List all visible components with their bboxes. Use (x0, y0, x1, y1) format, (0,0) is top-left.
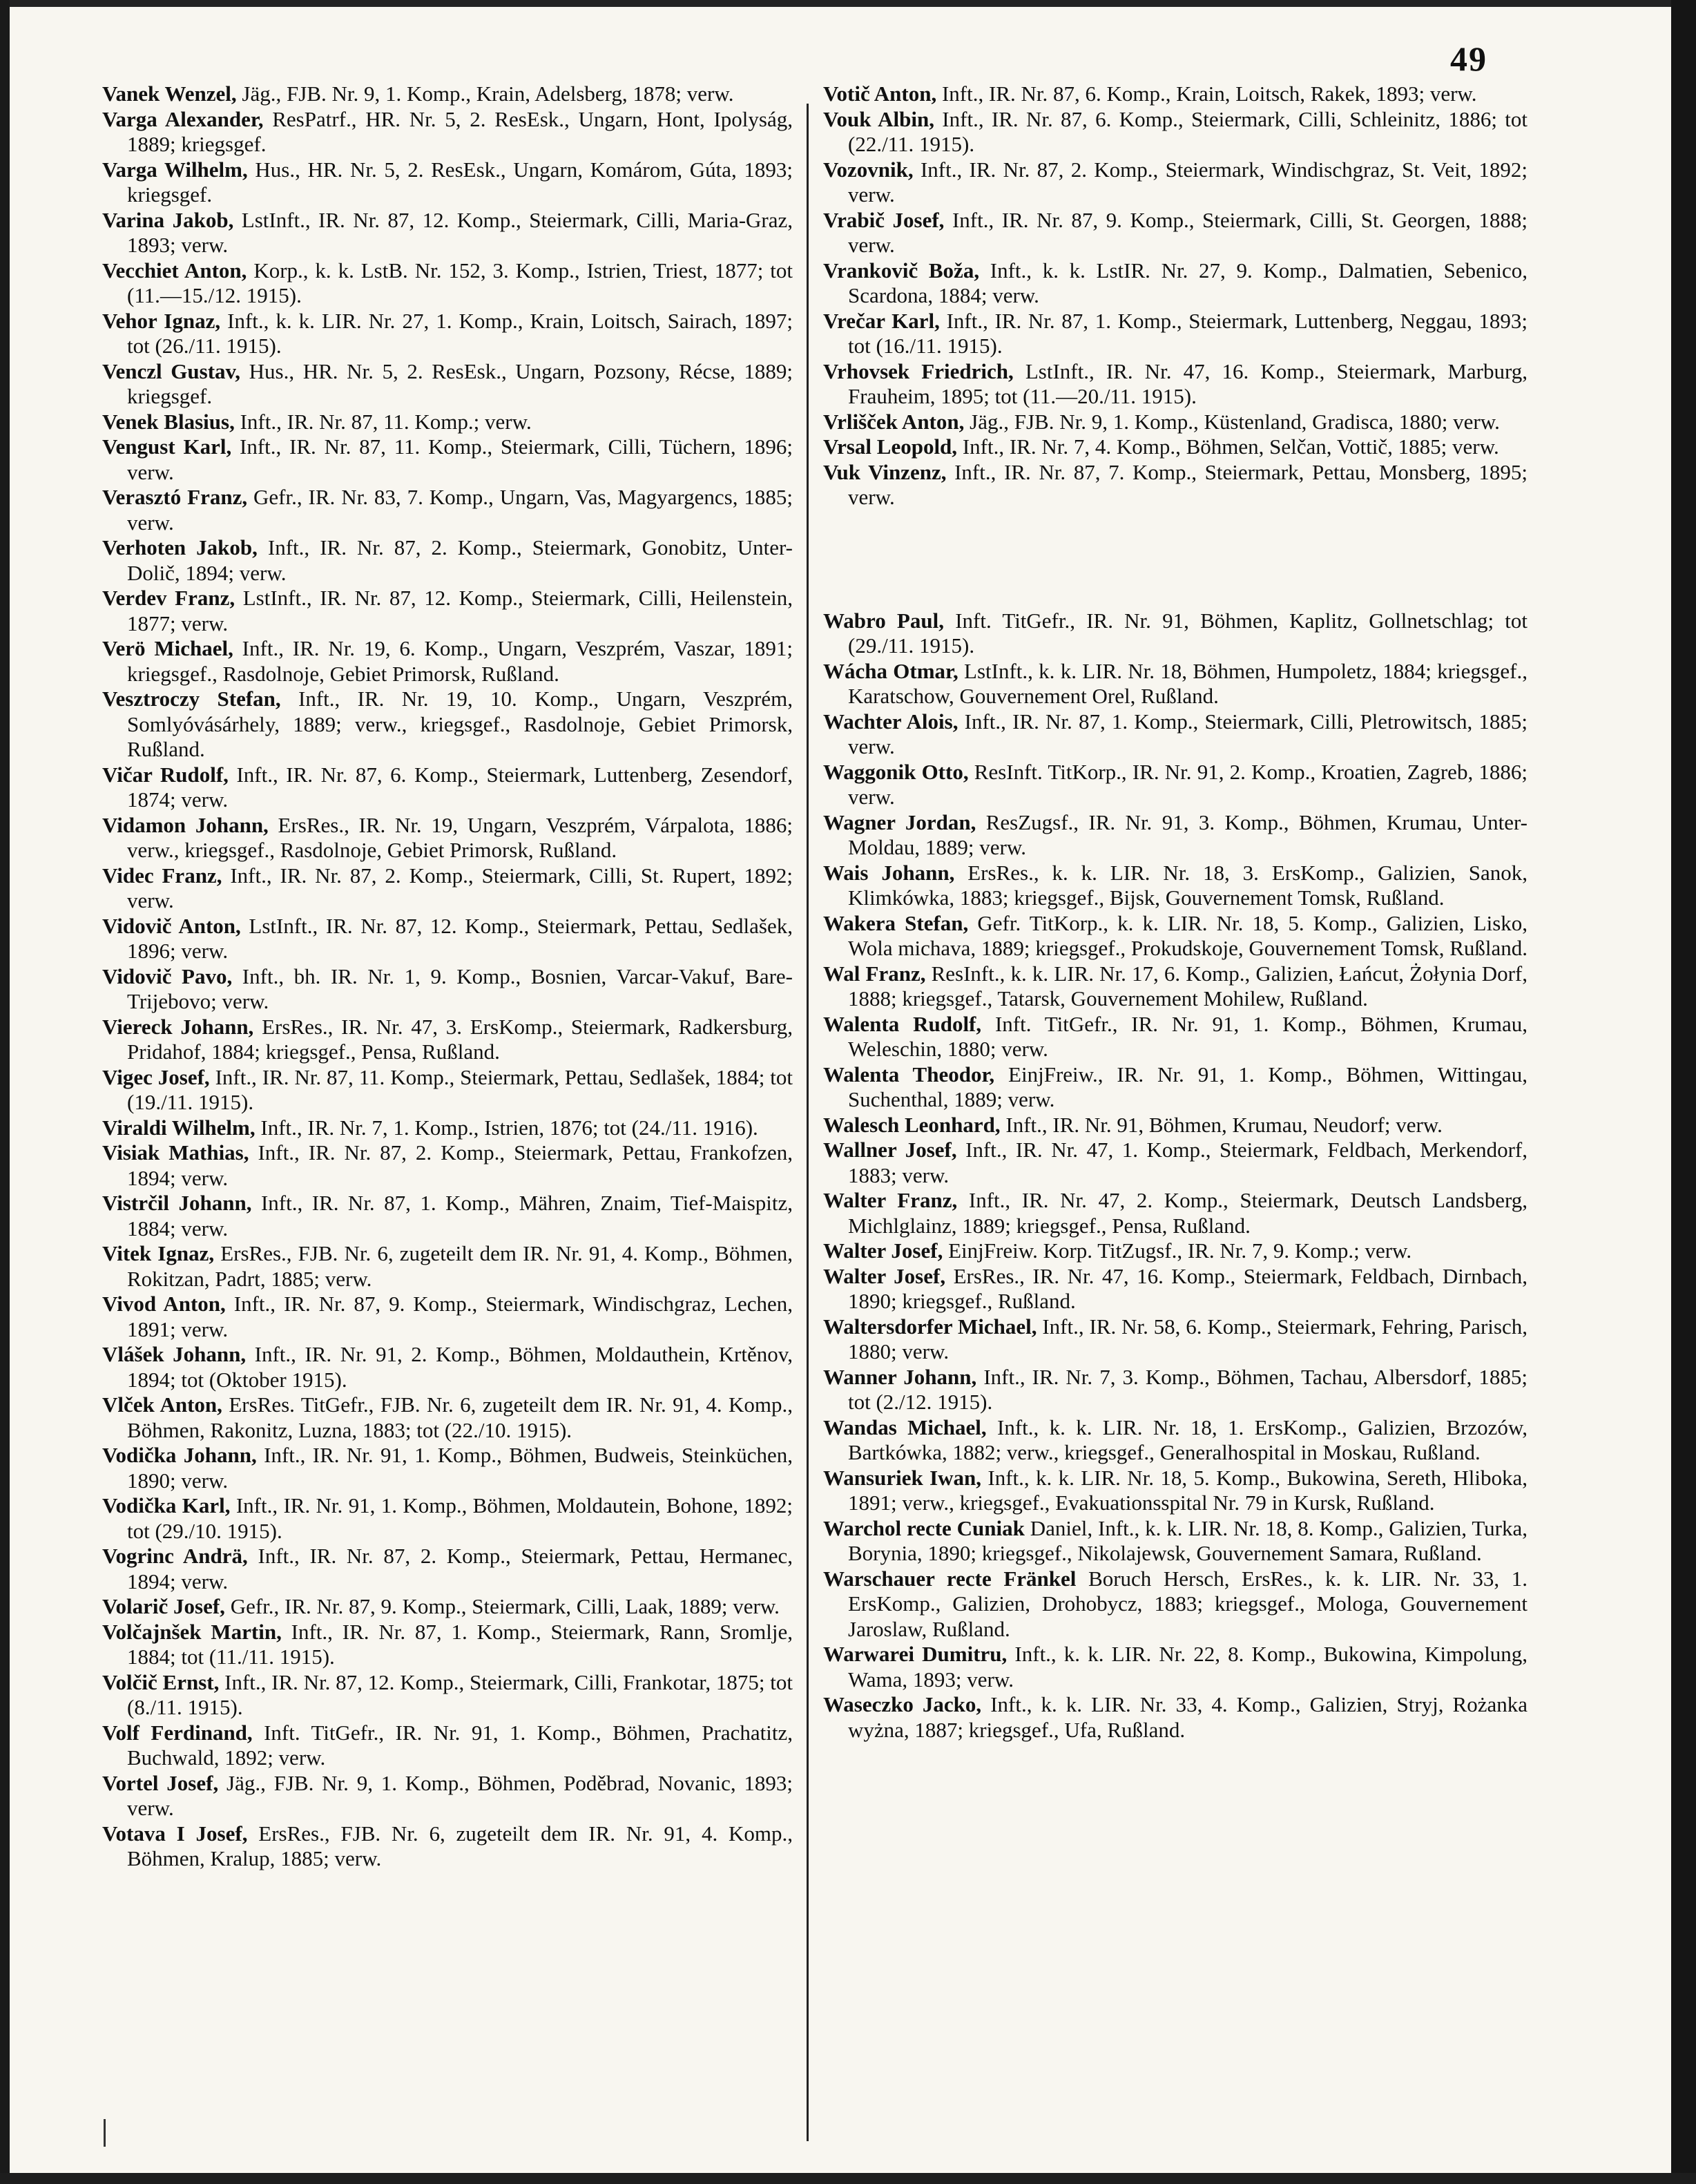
entry-name: Verhoten Jakob, (102, 535, 258, 559)
entry-name: Vengust Karl, (102, 434, 232, 459)
register-entry (823, 1415, 1528, 1466)
entry-details: Inft., IR. Nr. 87, 11. Komp.; verw. (234, 409, 532, 434)
register-entry (823, 861, 1528, 911)
entry-name: Vouk Albin, (823, 106, 934, 131)
register-entry (823, 659, 1528, 709)
register-entry (823, 709, 1528, 760)
register-entry (823, 107, 1528, 157)
entry-name: Wabro Paul, (823, 608, 944, 633)
entry-name: Votič Anton, (823, 82, 937, 106)
entry-name: Vrsal Leopold, (823, 434, 958, 459)
entry-details: Inft., k. k. LIR. Nr. 18, 1. ErsKomp., Galizien, Brzozów, Bartkówka, 1882; verw., kriegsgef., Generalhospital in Moskau, Rußland. (848, 1415, 1528, 1464)
entry-name: Viraldi Wilhelm, (102, 1115, 256, 1140)
entry-name: Volf Ferdinand, (102, 1720, 253, 1745)
entry-details: Inft., IR. Nr. 87, 1. Komp., Mähren, Znaim, Tief-Maispitz, 1884; verw. (127, 1191, 793, 1241)
entry-name: Verö Michael, (102, 636, 233, 660)
entry-name: Wais Johann, (823, 860, 955, 885)
entry-details: Inft., IR. Nr. 7, 1. Komp., Istrien, 1876; tot (24./11. 1916). (255, 1115, 758, 1140)
register-entry (823, 208, 1528, 258)
register-entry (102, 1191, 793, 1241)
entry-details: ErsRes., IR. Nr. 47, 16. Komp., Steiermark, Feldbach, Dirnbach, 1890; kriegsgef., Rußland. (848, 1263, 1528, 1313)
entry-details: Inft., IR. Nr. 7, 4. Komp., Böhmen, Selčan, Vottič, 1885; verw. (957, 434, 1499, 459)
register-entry (823, 1466, 1528, 1516)
entry-details: ErsRes., FJB. Nr. 6, zugeteilt dem IR. Nr. 91, 4. Komp., Böhmen, Kralup, 1885; verw. (127, 1821, 793, 1870)
entry-name: Wal Franz, (823, 961, 926, 986)
register-entry (823, 961, 1528, 1012)
entry-name: Vidovič Anton, (102, 913, 241, 938)
entry-details: Gefr. TitKorp., k. k. LIR. Nr. 18, 5. Komp., Galizien, Lisko, Wola michava, 1889; kriegsgef., Prokudskoje, Gouvernement Tomsk, Rußland. (848, 910, 1528, 960)
entry-details: Inft., IR. Nr. 87, 2. Komp., Steiermark, Windischgraz, St. Veit, 1892; verw. (848, 157, 1528, 207)
entry-details: Inft., IR. Nr. 87, 2. Komp., Steiermark, Pettau, Frankofzen, 1894; verw. (127, 1140, 793, 1190)
entry-details: Inft., IR. Nr. 87, 9. Komp., Steiermark, Windischgraz, Lechen, 1891; verw. (127, 1292, 793, 1341)
entry-details: ResInft., k. k. LIR. Nr. 17, 6. Komp., Galizien, Łańcut, Żołynia Dorf, 1888; kriegsgef., Tatarsk, Gouvernement Mohilew, Rußland. (848, 961, 1528, 1010)
entry-details: Inft., k. k. LstIR. Nr. 27, 9. Komp., Dalmatien, Sebenico, Scardona, 1884; verw. (848, 258, 1528, 307)
register-entry (102, 1292, 793, 1342)
register-entry (102, 1620, 793, 1670)
register-entry (823, 1567, 1528, 1642)
entry-details: Inft., IR. Nr. 87, 12. Komp., Steiermark, Cilli, Frankotar, 1875; tot (8./11. 1915). (127, 1669, 793, 1719)
entry-name: Warchol recte Cuniak (823, 1515, 1025, 1540)
entry-details: Inft., k. k. LIR. Nr. 33, 4. Komp., Galizien, Stryj, Rożanka wyżna, 1887; kriegsgef., Ufa, Rußland. (848, 1692, 1528, 1742)
entry-details: Inft., IR. Nr. 91, 2. Komp., Böhmen, Moldauthein, Krtěnov, 1894; tot (Oktober 1915). (127, 1342, 793, 1392)
register-entry (102, 434, 793, 485)
entry-details: Inft., IR. Nr. 87, 9. Komp., Steiermark, Cilli, St. Georgen, 1888; verw. (848, 207, 1528, 257)
entry-details: Daniel, Inft., k. k. LIR. Nr. 18, 8. Komp., Galizien, Turka, Borynia, 1890; kriegsgef., Nikolajewsk, Gouvernement Samara, Rußland. (848, 1515, 1528, 1565)
register-entry (823, 1314, 1528, 1365)
entry-name: Vlček Anton, (102, 1392, 222, 1417)
register-entry (102, 1392, 793, 1443)
register-entry (102, 763, 793, 813)
entry-details: LstInft., k. k. LIR. Nr. 18, Böhmen, Humpoletz, 1884; kriegsgef., Karatschow, Gouvernement Orel, Rußland. (848, 658, 1528, 708)
entry-name: Wanner Johann, (823, 1364, 977, 1389)
entry-name: Vogrinc Andrä, (102, 1544, 248, 1568)
register-entry (823, 1138, 1528, 1188)
entry-name: Waseczko Jacko, (823, 1692, 982, 1716)
left-column (102, 82, 793, 1872)
register-entry (102, 914, 793, 964)
register-entry (823, 609, 1528, 659)
entry-name: Vrhovsek Friedrich, (823, 358, 1014, 383)
register-entry (102, 1241, 793, 1292)
scan-border-bottom (0, 2173, 1696, 2184)
entry-name: Vlášek Johann, (102, 1342, 247, 1366)
register-entry (102, 359, 793, 410)
register-entry (102, 1015, 793, 1065)
register-entry (823, 309, 1528, 359)
register-entry (823, 258, 1528, 309)
entry-details: Jäg., FJB. Nr. 9, 1. Komp., Böhmen, Poděbrad, Novanic, 1893; verw. (127, 1770, 793, 1820)
register-entry (102, 1493, 793, 1544)
entry-name: Vuk Vinzenz, (823, 459, 947, 484)
entry-name: Vortel Josef, (102, 1770, 219, 1795)
entry-details: Inft., IR. Nr. 87, 2. Komp., Steiermark, Pettau, Hermanec, 1894; verw. (127, 1544, 793, 1593)
entry-details: ErsRes., k. k. LIR. Nr. 18, 3. ErsKomp., Galizien, Sanok, Klimkówka, 1883; kriegsgef., Bijsk, Gouvernement Tomsk, Rußland. (848, 860, 1528, 910)
entry-name: Videc Franz, (102, 863, 222, 888)
entry-name: Warwarei Dumitru, (823, 1642, 1008, 1666)
entry-details: Inft. TitGefr., IR. Nr. 91, 1. Komp., Böhmen, Krumau, Weleschin, 1880; verw. (848, 1011, 1528, 1061)
entry-details: EinjFreiw., IR. Nr. 91, 1. Komp., Böhmen, Wittingau, Suchenthal, 1889; verw. (848, 1062, 1528, 1111)
entry-details: Inft., IR. Nr. 87, 7. Komp., Steiermark, Pettau, Monsberg, 1895; verw. (848, 459, 1528, 509)
register-entry (102, 258, 793, 309)
entry-name: Vigec Josef, (102, 1064, 210, 1089)
entry-name: Vodička Karl, (102, 1493, 231, 1517)
entry-name: Warschauer recte Fränkel (823, 1566, 1077, 1591)
entry-details: Inft., IR. Nr. 19, 10. Komp., Ungarn, Veszprém, Somlyóvásárhely, 1889; verw., kriegsgef., Rasdolnoje, Gebiet Primorsk, Rußland. (127, 687, 793, 761)
entry-details: Gefr., IR. Nr. 83, 7. Komp., Ungarn, Vas, Magyargencs, 1885; verw. (127, 485, 793, 535)
entry-name: Viereck Johann, (102, 1014, 254, 1039)
entry-details: Inft., IR. Nr. 87, 1. Komp., Steiermark, Rann, Sromlje, 1884; tot (11./11. 1915). (127, 1619, 793, 1669)
entry-details: Inft., IR. Nr. 87, 6. Komp., Steiermark, Luttenberg, Zesendorf, 1874; verw. (127, 762, 793, 812)
entry-name: Wallner Josef, (823, 1138, 957, 1162)
entry-details: Inft., IR. Nr. 87, 2. Komp., Steiermark, Gonobitz, Unter-Dolič, 1894; verw. (127, 535, 793, 585)
entry-name: Vehor Ignaz, (102, 308, 221, 333)
register-entry (823, 359, 1528, 410)
entry-name: Votava I Josef, (102, 1821, 248, 1846)
entry-name: Vesztroczy Stefan, (102, 687, 281, 711)
entry-name: Vitek Ignaz, (102, 1241, 215, 1265)
register-entry (823, 1012, 1528, 1062)
register-entry (102, 1140, 793, 1191)
entry-name: Varga Wilhelm, (102, 157, 248, 182)
register-entry (102, 410, 793, 435)
register-entry (823, 810, 1528, 861)
entry-name: Volarič Josef, (102, 1594, 225, 1618)
entry-name: Walesch Leonhard, (823, 1112, 1001, 1137)
register-entry (823, 1264, 1528, 1314)
entry-details: Inft., IR. Nr. 87, 1. Komp., Steiermark, Luttenberg, Neggau, 1893; tot (16./11. 1915). (848, 308, 1528, 358)
register-entry (823, 1692, 1528, 1743)
section-gap (823, 510, 1528, 609)
entry-details: Korp., k. k. LstB. Nr. 152, 3. Komp., Istrien, Triest, 1877; tot (11.—15./12. 1915). (127, 258, 793, 307)
entry-name: Wansuriek Iwan, (823, 1465, 982, 1490)
register-entry (102, 1544, 793, 1594)
entry-name: Walenta Theodor, (823, 1062, 995, 1086)
register-entry (102, 636, 793, 687)
entry-name: Walter Franz, (823, 1188, 958, 1212)
register-entry (102, 1721, 793, 1771)
register-entry (823, 1516, 1528, 1567)
entry-details: Inft., IR. Nr. 91, Böhmen, Krumau, Neudorf; verw. (1000, 1112, 1443, 1137)
entry-details: Inft., IR. Nr. 87, 6. Komp., Krain, Loitsch, Rakek, 1893; verw. (936, 82, 1477, 106)
register-entry (823, 434, 1528, 460)
entry-details: Hus., HR. Nr. 5, 2. ResEsk., Ungarn, Komárom, Gúta, 1893; kriegsgef. (127, 157, 793, 207)
entry-details: ErsRes., IR. Nr. 47, 3. ErsKomp., Steiermark, Radkersburg, Pridahof, 1884; kriegsgef., Pensa, Rußland. (127, 1014, 793, 1064)
entry-name: Vozovnik, (823, 157, 914, 182)
register-entry (102, 107, 793, 157)
entry-details: ResPatrf., HR. Nr. 5, 2. ResEsk., Ungarn, Hont, Ipolyság, 1889; kriegsgef. (127, 106, 793, 156)
entry-name: Volčajnšek Martin, (102, 1619, 282, 1644)
register-entry (823, 410, 1528, 435)
entry-details: ResInft. TitKorp., IR. Nr. 91, 2. Komp., Kroatien, Zagreb, 1886; verw. (848, 759, 1528, 809)
register-entry (102, 1771, 793, 1821)
entry-name: Wakera Stefan, (823, 910, 969, 935)
entry-name: Wandas Michael, (823, 1415, 987, 1439)
entry-details: ErsRes., FJB. Nr. 6, zugeteilt dem IR. Nr. 91, 4. Komp., Böhmen, Rokitzan, Padrt, 1885; verw. (127, 1241, 793, 1291)
register-entry (102, 1670, 793, 1721)
entry-name: Visiak Mathias, (102, 1140, 249, 1165)
entry-name: Venczl Gustav, (102, 358, 241, 383)
entry-name: Wachter Alois, (823, 709, 958, 734)
register-entry (102, 1065, 793, 1115)
entry-details: Inft., k. k. LIR. Nr. 27, 1. Komp., Krain, Loitsch, Sairach, 1897; tot (26./11. 1915). (127, 308, 793, 358)
entry-name: Verdev Franz, (102, 586, 235, 610)
register-entry (102, 1115, 793, 1141)
register-entry (823, 1642, 1528, 1692)
entry-details: Inft., IR. Nr. 58, 6. Komp., Steiermark, Fehring, Parisch, 1880; verw. (848, 1314, 1528, 1363)
entry-name: Varga Alexander, (102, 106, 264, 131)
entry-details: Inft., k. k. LIR. Nr. 18, 5. Komp., Bukowina, Sereth, Hliboka, 1891; verw., kriegsgef., Evakuationsspital Nr. 79 in Kursk, Rußland. (848, 1465, 1528, 1515)
register-entry (823, 1238, 1528, 1264)
entry-details: LstInft., IR. Nr. 87, 12. Komp., Steiermark, Cilli, Heilenstein, 1877; verw. (127, 586, 793, 635)
entry-details: LstInft., IR. Nr. 87, 12. Komp., Steiermark, Pettau, Sedlašek, 1896; verw. (127, 913, 793, 963)
entry-name: Walter Josef, (823, 1263, 946, 1288)
scan-border-left (0, 0, 10, 2184)
entry-details: Jäg., FJB. Nr. 9, 1. Komp., Krain, Adelsberg, 1878; verw. (236, 82, 734, 106)
register-entry (102, 157, 793, 208)
register-entry (102, 208, 793, 258)
entry-details: Gefr., IR. Nr. 87, 9. Komp., Steiermark, Cilli, Laak, 1889; verw. (224, 1594, 780, 1618)
entry-name: Vrlišček Anton, (823, 409, 965, 434)
register-entry (102, 813, 793, 863)
register-entry (102, 309, 793, 359)
register-entry (823, 1113, 1528, 1138)
register-entry (102, 863, 793, 914)
entry-details: Inft., IR. Nr. 47, 2. Komp., Steiermark, Deutsch Landsberg, Michlglainz, 1889; kriegsgef., Pensa, Rußland. (848, 1188, 1528, 1238)
register-entry (823, 1188, 1528, 1238)
register-entry (102, 1594, 793, 1620)
entry-details: Inft., IR. Nr. 87, 11. Komp., Steiermark, Pettau, Sedlašek, 1884; tot (19./11. 1915). (127, 1064, 793, 1114)
entry-name: Vičar Rudolf, (102, 762, 229, 787)
entry-details: ResZugsf., IR. Nr. 91, 3. Komp., Böhmen, Krumau, Unter-Moldau, 1889; verw. (848, 810, 1528, 859)
entry-details: LstInft., IR. Nr. 47, 16. Komp., Steiermark, Marburg, Frauheim, 1895; tot (11.—20./11. 1915). (848, 358, 1528, 408)
register-entry (102, 82, 793, 107)
entry-name: Walter Josef, (823, 1238, 943, 1263)
entry-name: Vivod Anton, (102, 1292, 226, 1316)
entry-name: Vrabič Josef, (823, 207, 945, 232)
entry-name: Venek Blasius, (102, 409, 235, 434)
entry-details: LstInft., IR. Nr. 87, 12. Komp., Steiermark, Cilli, Maria-Graz, 1893; verw. (127, 207, 793, 257)
entry-details: ErsRes., IR. Nr. 19, Ungarn, Veszprém, Várpalota, 1886; verw., kriegsgef., Rasdolnoje, Gebiet Primorsk, Rußland. (127, 812, 793, 862)
register-entry (823, 1365, 1528, 1415)
entry-details: EinjFreiw. Korp. TitZugsf., IR. Nr. 7, 9. Komp.; verw. (943, 1238, 1412, 1263)
entry-name: Vanek Wenzel, (102, 82, 237, 106)
entry-name: Vecchiet Anton, (102, 258, 247, 282)
entry-details: Hus., HR. Nr. 5, 2. ResEsk., Ungarn, Pozsony, Récse, 1889; kriegsgef. (127, 358, 793, 408)
margin-mark (104, 2119, 106, 2147)
entry-name: Wagner Jordan, (823, 810, 976, 834)
entry-details: Inft., IR. Nr. 47, 1. Komp., Steiermark, Feldbach, Merkendorf, 1883; verw. (848, 1138, 1528, 1187)
register-entry (823, 760, 1528, 810)
page-number: 49 (1450, 39, 1487, 78)
register-entry (102, 1821, 793, 1872)
column-divider (807, 104, 809, 2141)
register-entry (823, 82, 1528, 107)
entry-name: Volčič Ernst, (102, 1669, 220, 1694)
right-column-v-entries (823, 82, 1528, 510)
entry-name: Vrečar Karl, (823, 308, 940, 333)
entry-details: Boruch Hersch, ErsRes., k. k. LIR. Nr. 33, 1. ErsKomp., Galizien, Drohobycz, 1883; kriegsgef., Mologa, Gouvernement Jaroslaw, Rußland. (848, 1566, 1528, 1641)
entry-details: Inft., k. k. LIR. Nr. 22, 8. Komp., Bukowina, Kimpolung, Wama, 1893; verw. (848, 1642, 1528, 1692)
entry-details: ErsRes. TitGefr., FJB. Nr. 6, zugeteilt dem IR. Nr. 91, 4. Komp., Böhmen, Rakonitz, Luzna, 1883; tot (22./10. 1915). (127, 1392, 793, 1442)
entry-details: Inft. TitGefr., IR. Nr. 91, Böhmen, Kaplitz, Gollnetschlag; tot (29./11. 1915). (848, 608, 1528, 658)
entry-name: Verasztó Franz, (102, 485, 248, 509)
register-entry (102, 687, 793, 763)
entry-name: Waggonik Otto, (823, 759, 969, 784)
entry-name: Vidamon Johann, (102, 812, 269, 837)
right-column-w-entries (823, 609, 1528, 1743)
entry-details: Inft., IR. Nr. 87, 1. Komp., Steiermark, Cilli, Pletrowitsch, 1885; verw. (848, 709, 1528, 758)
entry-name: Walenta Rudolf, (823, 1011, 982, 1036)
entry-name: Varina Jakob, (102, 207, 234, 232)
entry-name: Wácha Otmar, (823, 658, 958, 683)
entry-name: Vistrčil Johann, (102, 1191, 252, 1215)
entry-details: Inft., IR. Nr. 7, 3. Komp., Böhmen, Tachau, Albersdorf, 1885; tot (2./12. 1915). (848, 1364, 1528, 1414)
entry-name: Vidovič Pavo, (102, 964, 233, 988)
right-column (823, 82, 1528, 1743)
entry-details: Inft., IR. Nr. 19, 6. Komp., Ungarn, Veszprém, Vaszar, 1891; kriegsgef., Rasdolnoje, Gebiet Primorsk, Rußland. (127, 636, 793, 686)
register-entry (823, 1062, 1528, 1113)
entry-details: Jäg., FJB. Nr. 9, 1. Komp., Küstenland, Gradisca, 1880; verw. (964, 409, 1500, 434)
entry-details: Inft., IR. Nr. 87, 11. Komp., Steiermark, Cilli, Tüchern, 1896; verw. (127, 434, 793, 484)
scan-border-right (1671, 0, 1696, 2184)
register-entry (102, 485, 793, 535)
entry-name: Vodička Johann, (102, 1443, 257, 1467)
entry-name: Vrankovič Boža, (823, 258, 980, 282)
entry-details: Inft., IR. Nr. 87, 6. Komp., Steiermark, Cilli, Schleinitz, 1886; tot (22./11. 1915). (848, 106, 1528, 156)
scan-border-top (0, 0, 1696, 7)
register-entry (102, 535, 793, 586)
entry-details: Inft. TitGefr., IR. Nr. 91, 1. Komp., Böhmen, Prachatitz, Buchwald, 1892; verw. (127, 1720, 793, 1770)
entry-details: Inft., bh. IR. Nr. 1, 9. Komp., Bosnien, Varcar-Vakuf, Bare-Trijebovo; verw. (127, 964, 793, 1013)
register-entry (823, 911, 1528, 961)
register-entry (102, 1443, 793, 1493)
entry-name: Waltersdorfer Michael, (823, 1314, 1037, 1339)
register-entry (823, 460, 1528, 510)
register-entry (102, 964, 793, 1015)
register-entry (102, 586, 793, 636)
entry-details: Inft., IR. Nr. 87, 2. Komp., Steiermark, Cilli, St. Rupert, 1892; verw. (127, 863, 793, 912)
register-entry (102, 1342, 793, 1392)
entry-details: Inft., IR. Nr. 91, 1. Komp., Böhmen, Budweis, Steinküchen, 1890; verw. (127, 1443, 793, 1493)
entry-details: Inft., IR. Nr. 91, 1. Komp., Böhmen, Moldautein, Bohone, 1892; tot (29./10. 1915). (127, 1493, 793, 1543)
register-entry (823, 157, 1528, 208)
